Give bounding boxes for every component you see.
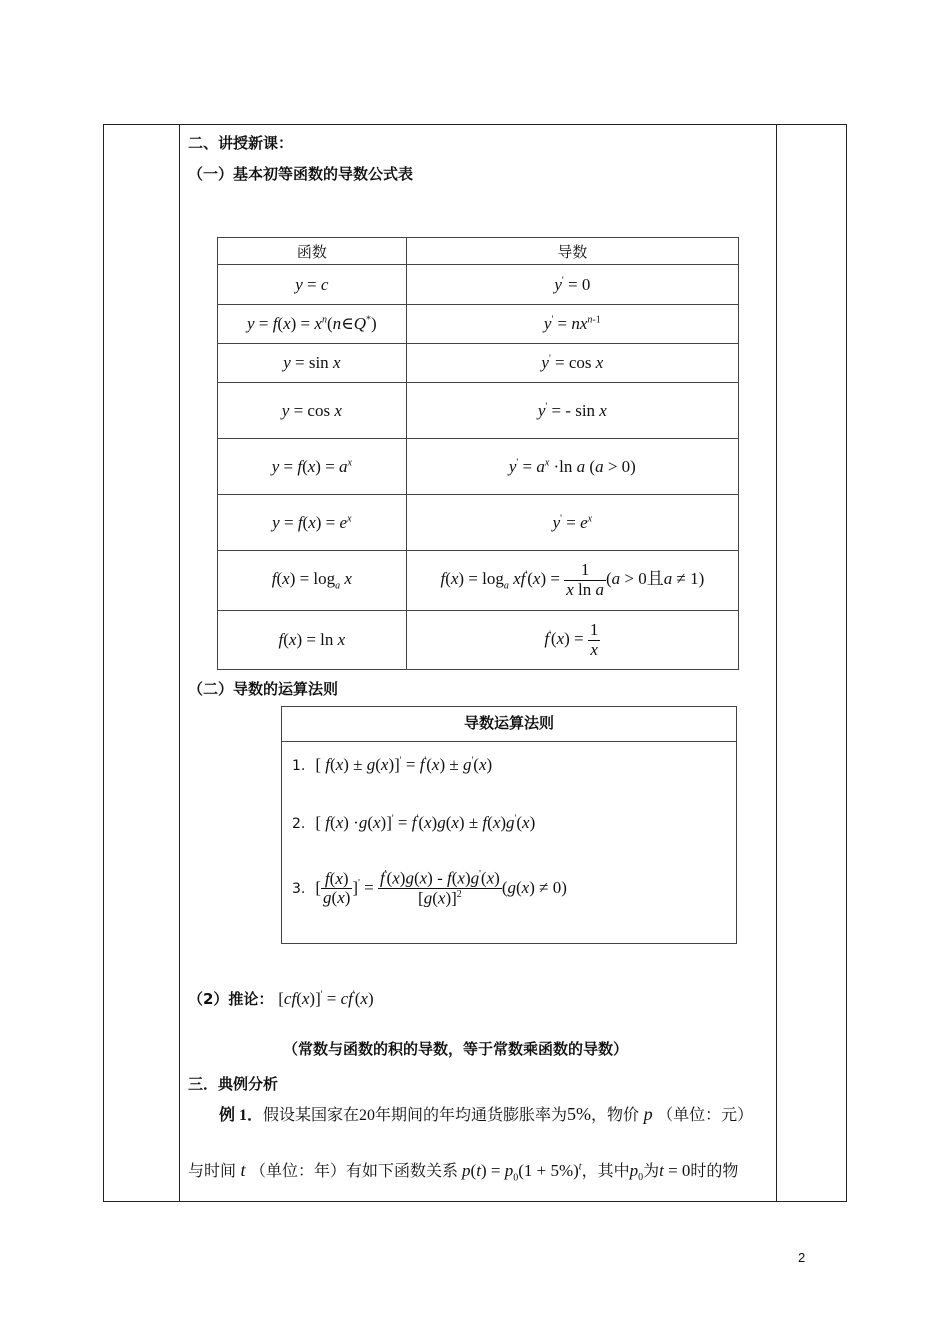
formula-function: y = sin x xyxy=(218,344,407,383)
formula-function: y = cos x xyxy=(218,383,407,439)
table-row xyxy=(218,611,739,670)
derivative-formula-table xyxy=(217,237,739,670)
rule-sum: 1. [ f(x) ± g(x)]' = f'(x) ± g'(x) xyxy=(292,755,493,774)
example-line-1: 例 1．假设某国家在20年期间的年均通货膨胀率为5%，物价 p （单位：元） xyxy=(219,1104,754,1124)
column-divider-left xyxy=(179,125,180,1201)
example-label: 例 1． xyxy=(219,1107,264,1124)
subsection-title-formulas: （一）基本初等函数的导数公式表 xyxy=(188,165,414,183)
formula-derivative: $y' = e^x$ xyxy=(406,495,738,551)
table-row xyxy=(218,383,739,439)
formula-derivative: $y' = a^x \cdot\ln$ a (a > 0) xyxy=(406,439,738,495)
formula-derivative: y' = - sin x xyxy=(406,383,738,439)
formula-derivative: $y' = nx^{n-1}$ xyxy=(406,305,738,344)
rules-title: 导数运算法则 xyxy=(282,707,736,742)
formula-derivative: y' = cos x xyxy=(406,344,738,383)
formula-derivative: f'(x) = $\frac{1}{x}$ xyxy=(406,611,738,670)
header-function: 函数 xyxy=(218,238,407,265)
corollary-note: （常数与函数的积的导数，等于常数乘函数的导数） xyxy=(283,1040,629,1058)
formula-function: y = c xyxy=(218,265,407,305)
derivative-rules-box xyxy=(281,706,737,944)
rule-quotient: 3. [ $\frac{f(x)}{g(x)}$ ]' = $\frac{f'(x)g(x) - f(x)g'(x)}{[g(x)]^2}$ (g(x) ≠ 0) xyxy=(292,868,567,908)
page-number: 2 xyxy=(798,1250,806,1265)
table-row xyxy=(218,495,739,551)
corollary-line xyxy=(188,988,374,1009)
formula-function: $y = f(x) = a^x$ xyxy=(218,439,407,495)
rule-number: 2. xyxy=(292,816,306,832)
price-function: $p(t) = p_0(1 + 5\%)^t$ xyxy=(462,1161,582,1184)
example-line-2: 与时间 t （单位：年）有如下函数关系 $p(t) = p_0(1 + 5\%)^t$，其中$p_0$为t = 0时的物 xyxy=(188,1160,739,1184)
formula-function: $y = f(x) = e^x$ xyxy=(218,495,407,551)
table-row xyxy=(218,265,739,305)
inflation-rate: 5% xyxy=(567,1104,592,1124)
formula-derivative: $f(x) = \log_a xf'(x)$ = $\frac{1}{\text{x ln a}}$ (a > 0且a ≠ 1) xyxy=(406,551,738,611)
table-row xyxy=(218,344,739,383)
table-row xyxy=(218,305,739,344)
rule-number: 3. xyxy=(292,880,306,897)
formula-derivative: y' = 0 xyxy=(406,265,738,305)
formula-function: f(x) = ln x xyxy=(218,611,407,670)
subsection-title-rules: （二）导数的运算法则 xyxy=(188,680,339,698)
header-derivative: 导数 xyxy=(406,238,738,265)
formula-function: $f(x) = \log_a x$ xyxy=(218,551,407,611)
section3-title: 三．典例分析 xyxy=(188,1075,279,1093)
rule-number: 1. xyxy=(292,758,306,774)
table-header-row xyxy=(218,238,739,265)
column-divider-right xyxy=(776,125,777,1201)
table-row xyxy=(218,551,739,611)
rule-product: 2. [ f(x) ·g(x)]' = f'(x)g(x) ± f(x)g'(x) xyxy=(292,813,536,832)
formula-function: $y = f(x) = x^n(n\in Q^*)$ xyxy=(218,305,407,344)
corollary-label: （2）推论： xyxy=(188,990,274,1008)
corollary-formula: [cf(x)]' = cf'(x) xyxy=(278,989,374,1008)
table-row xyxy=(218,439,739,495)
section-title: 二、讲授新课： xyxy=(188,134,294,152)
